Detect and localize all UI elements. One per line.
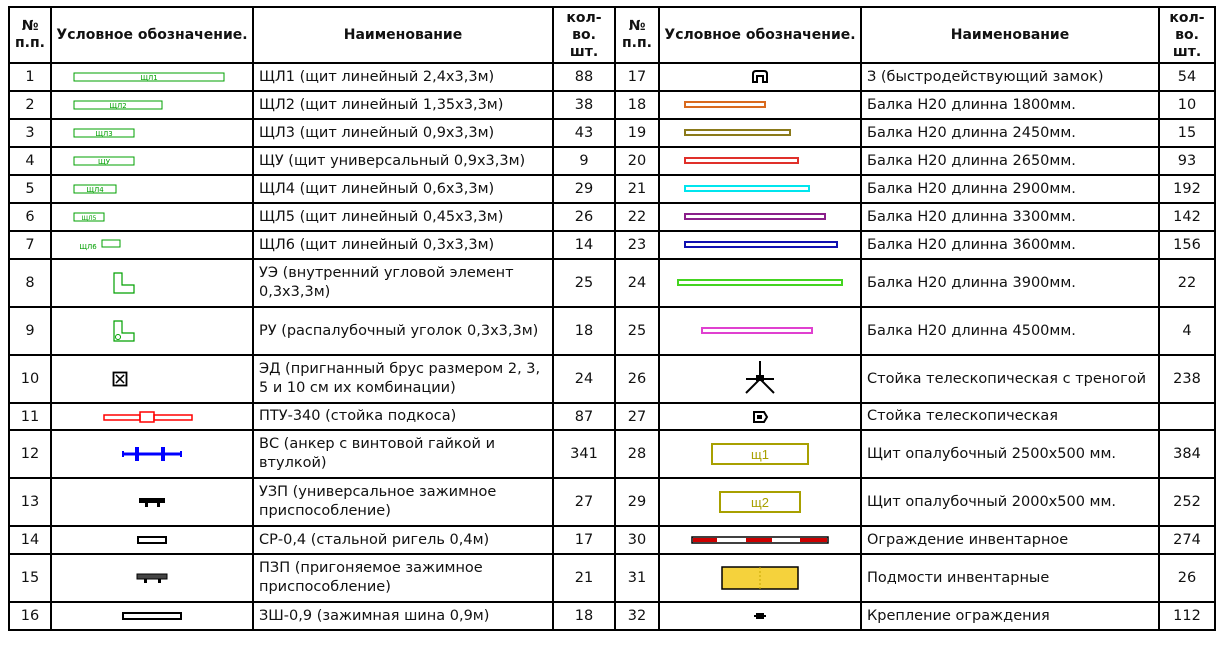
row-name: Балка Н20 длинна 4500мм. <box>861 307 1159 355</box>
row-qty: 14 <box>553 231 615 259</box>
row-qty: 26 <box>553 203 615 231</box>
formwork-panel-2000-icon <box>718 490 802 514</box>
symbol-cell <box>659 554 861 602</box>
symbol-cell <box>51 63 253 91</box>
blue-anchor-icon <box>117 444 187 464</box>
row-num: 26 <box>615 355 659 403</box>
row-num: 32 <box>615 602 659 630</box>
table-row <box>9 231 1215 259</box>
row-name: Стойка телескопическая с треногой <box>861 355 1159 403</box>
row-num: 16 <box>9 602 51 630</box>
panel-label: ЩЛ3 <box>95 130 113 138</box>
symbol-cell <box>659 231 861 259</box>
header-symbol-left: Условное обозначение. <box>51 7 253 63</box>
telescopic-prop-icon <box>750 408 770 426</box>
table-row <box>9 307 1215 355</box>
row-num: 12 <box>9 430 51 478</box>
fence-clamp-icon <box>754 610 766 622</box>
row-qty: 38 <box>553 91 615 119</box>
row-num: 6 <box>9 203 51 231</box>
spec-table-wrapper <box>8 6 1216 631</box>
table-row <box>9 554 1215 602</box>
beam-3600-icon <box>680 240 840 250</box>
panel-shl1-icon <box>72 70 232 84</box>
row-qty: 4 <box>1159 307 1215 355</box>
symbol-cell <box>51 430 253 478</box>
symbol-cell <box>659 403 861 430</box>
row-qty: 25 <box>553 259 615 307</box>
row-num: 23 <box>615 231 659 259</box>
symbol-cell <box>51 119 253 147</box>
row-qty: 142 <box>1159 203 1215 231</box>
row-num: 1 <box>9 63 51 91</box>
row-num: 5 <box>9 175 51 203</box>
symbol-cell <box>659 307 861 355</box>
symbol-cell <box>51 307 253 355</box>
row-qty: 88 <box>553 63 615 91</box>
row-name: ЩЛ6 (щит линейный 0,3х3,3м) <box>253 231 553 259</box>
panel-shl6-icon <box>72 238 232 252</box>
row-name: Балка Н20 длинна 1800мм. <box>861 91 1159 119</box>
row-num: 8 <box>9 259 51 307</box>
row-qty: 18 <box>553 307 615 355</box>
symbol-cell <box>51 403 253 430</box>
row-num: 10 <box>9 355 51 403</box>
beam-3900-icon <box>674 278 846 288</box>
symbol-cell <box>51 231 253 259</box>
header-symbol-right: Условное обозначение. <box>659 7 861 63</box>
beam-2650-icon <box>680 156 840 166</box>
symbol-cell <box>659 203 861 231</box>
table-row <box>9 175 1215 203</box>
header-num-right: № п.п. <box>615 7 659 63</box>
boxed-x-icon <box>112 371 128 387</box>
symbol-cell <box>659 147 861 175</box>
row-num: 29 <box>615 478 659 526</box>
symbol-cell <box>659 175 861 203</box>
row-num: 27 <box>615 403 659 430</box>
row-name: Балка Н20 длинна 2450мм. <box>861 119 1159 147</box>
row-name: ЩЛ2 (щит линейный 1,35х3,3м) <box>253 91 553 119</box>
row-name: ЭД (пригнанный брус размером 2, 3, 5 и 10 см их комбинации) <box>253 355 553 403</box>
row-qty: 18 <box>553 602 615 630</box>
fitting-clamp-icon <box>135 572 169 584</box>
table-row <box>9 91 1215 119</box>
row-num: 18 <box>615 91 659 119</box>
symbol-cell <box>659 526 861 554</box>
stripping-corner-icon <box>112 319 136 343</box>
row-name: Крепление ограждения <box>861 602 1159 630</box>
row-num: 30 <box>615 526 659 554</box>
row-name: ЩЛ4 (щит линейный 0,6х3,3м) <box>253 175 553 203</box>
symbol-cell <box>51 602 253 630</box>
row-name: Балка Н20 длинна 3300мм. <box>861 203 1159 231</box>
row-qty: 252 <box>1159 478 1215 526</box>
formwork-panel-2500-icon <box>710 442 810 466</box>
panel-label: ЩЛ5 <box>81 215 97 222</box>
row-name: Балка Н20 длинна 2900мм. <box>861 175 1159 203</box>
row-num: 19 <box>615 119 659 147</box>
row-qty: 341 <box>553 430 615 478</box>
row-num: 15 <box>9 554 51 602</box>
row-name: Ограждение инвентарное <box>861 526 1159 554</box>
scaffold-icon <box>720 565 800 591</box>
steel-waler-icon <box>136 535 168 545</box>
symbol-cell <box>51 147 253 175</box>
row-num: 21 <box>615 175 659 203</box>
table-row <box>9 526 1215 554</box>
table-row <box>9 203 1215 231</box>
row-num: 4 <box>9 147 51 175</box>
row-qty: 9 <box>553 147 615 175</box>
symbol-cell <box>51 175 253 203</box>
row-num: 13 <box>9 478 51 526</box>
symbol-cell <box>659 478 861 526</box>
row-num: 20 <box>615 147 659 175</box>
row-num: 7 <box>9 231 51 259</box>
quick-lock-icon <box>750 68 770 86</box>
panel-shl2-icon <box>72 98 232 112</box>
beam-2900-icon <box>680 184 840 194</box>
row-name: ЩУ (щит универсальный 0,9х3,3м) <box>253 147 553 175</box>
row-num: 31 <box>615 554 659 602</box>
symbol-cell <box>659 602 861 630</box>
row-num: 14 <box>9 526 51 554</box>
panel-shl5-icon <box>72 210 232 224</box>
table-row <box>9 355 1215 403</box>
row-name: Стойка телескопическая <box>861 403 1159 430</box>
row-num: 3 <box>9 119 51 147</box>
row-qty: 17 <box>553 526 615 554</box>
symbol-cell <box>659 63 861 91</box>
row-name: РУ (распалубочный уголок 0,3х3,3м) <box>253 307 553 355</box>
header-name-right: Наименование <box>861 7 1159 63</box>
row-num: 9 <box>9 307 51 355</box>
symbol-cell <box>659 119 861 147</box>
clamping-rail-icon <box>121 611 183 621</box>
row-name: ЩЛ5 (щит линейный 0,45х3,3м) <box>253 203 553 231</box>
row-qty: 26 <box>1159 554 1215 602</box>
row-qty: 238 <box>1159 355 1215 403</box>
row-qty: 22 <box>1159 259 1215 307</box>
header-row <box>9 7 1215 63</box>
row-name: ЗШ-0,9 (зажимная шина 0,9м) <box>253 602 553 630</box>
symbol-cell <box>659 430 861 478</box>
row-name: ПТУ-340 (стойка подкоса) <box>253 403 553 430</box>
row-name: Подмости инвентарные <box>861 554 1159 602</box>
row-num: 11 <box>9 403 51 430</box>
table-row <box>9 602 1215 630</box>
symbol-cell <box>51 203 253 231</box>
header-num-left: № п.п. <box>9 7 51 63</box>
table-row <box>9 63 1215 91</box>
red-brace-icon <box>102 411 202 423</box>
row-qty: 29 <box>553 175 615 203</box>
row-num: 22 <box>615 203 659 231</box>
row-qty: 156 <box>1159 231 1215 259</box>
panel-label: ЩЛ6 <box>79 243 97 251</box>
header-qty-right: кол-во. шт. <box>1159 7 1215 63</box>
row-name: Балка Н20 длинна 3900мм. <box>861 259 1159 307</box>
row-qty: 384 <box>1159 430 1215 478</box>
symbol-cell <box>51 91 253 119</box>
panel-label: ЩУ <box>98 158 110 166</box>
row-num: 17 <box>615 63 659 91</box>
row-qty: 87 <box>553 403 615 430</box>
header-name-left: Наименование <box>253 7 553 63</box>
beam-2450-icon <box>680 128 840 138</box>
table-row <box>9 259 1215 307</box>
row-name: УЭ (внутренний угловой элемент 0,3х3,3м) <box>253 259 553 307</box>
row-name: УЗП (универсальное зажимное приспособление) <box>253 478 553 526</box>
row-name: ЩЛ1 (щит линейный 2,4х3,3м) <box>253 63 553 91</box>
symbol-cell <box>51 478 253 526</box>
header-qty-left: кол-во. шт. <box>553 7 615 63</box>
panel-label: ЩЛ4 <box>86 186 104 194</box>
row-num: 25 <box>615 307 659 355</box>
symbol-cell <box>51 259 253 307</box>
row-name: ВС (анкер с винтовой гайкой и втулкой) <box>253 430 553 478</box>
row-name: СР-0,4 (стальной ригель 0,4м) <box>253 526 553 554</box>
panel-shl4-icon <box>72 182 232 196</box>
specification-table <box>8 6 1216 631</box>
panel-label: ЩЛ2 <box>109 102 127 110</box>
row-qty: 15 <box>1159 119 1215 147</box>
row-qty: 21 <box>553 554 615 602</box>
row-qty: 192 <box>1159 175 1215 203</box>
row-num: 28 <box>615 430 659 478</box>
panel-label: щ1 <box>751 447 769 462</box>
row-qty: 24 <box>553 355 615 403</box>
table-row <box>9 403 1215 430</box>
panel-shu-icon <box>72 154 232 168</box>
table-row <box>9 478 1215 526</box>
table-row <box>9 147 1215 175</box>
beam-4500-icon <box>680 326 840 336</box>
panel-label: щ2 <box>751 495 769 510</box>
row-name: Балка Н20 длинна 3600мм. <box>861 231 1159 259</box>
row-name: ЩЛ3 (щит линейный 0,9х3,3м) <box>253 119 553 147</box>
row-qty: 112 <box>1159 602 1215 630</box>
row-name: ПЗП (пригоняемое зажимное приспособление) <box>253 554 553 602</box>
symbol-cell <box>659 355 861 403</box>
beam-1800-icon <box>680 100 840 110</box>
row-qty: 43 <box>553 119 615 147</box>
symbol-cell <box>659 91 861 119</box>
fence-icon <box>690 535 830 545</box>
panel-shl3-icon <box>72 126 232 140</box>
symbol-cell <box>51 355 253 403</box>
table-row <box>9 119 1215 147</box>
row-name: Балка Н20 длинна 2650мм. <box>861 147 1159 175</box>
symbol-cell <box>659 259 861 307</box>
row-qty: 274 <box>1159 526 1215 554</box>
row-qty <box>1159 403 1215 430</box>
symbol-cell <box>51 526 253 554</box>
row-qty: 27 <box>553 478 615 526</box>
row-qty: 54 <box>1159 63 1215 91</box>
row-name: Щит опалубочный 2000х500 мм. <box>861 478 1159 526</box>
row-qty: 93 <box>1159 147 1215 175</box>
row-num: 24 <box>615 259 659 307</box>
universal-clamp-icon <box>137 496 167 508</box>
row-name: Щит опалубочный 2500х500 мм. <box>861 430 1159 478</box>
inner-corner-icon <box>112 271 136 295</box>
row-num: 2 <box>9 91 51 119</box>
table-row <box>9 430 1215 478</box>
panel-label: ЩЛ1 <box>140 74 158 82</box>
tripod-prop-icon <box>740 359 780 399</box>
symbol-cell <box>51 554 253 602</box>
row-name: З (быстродействующий замок) <box>861 63 1159 91</box>
beam-3300-icon <box>680 212 840 222</box>
row-qty: 10 <box>1159 91 1215 119</box>
